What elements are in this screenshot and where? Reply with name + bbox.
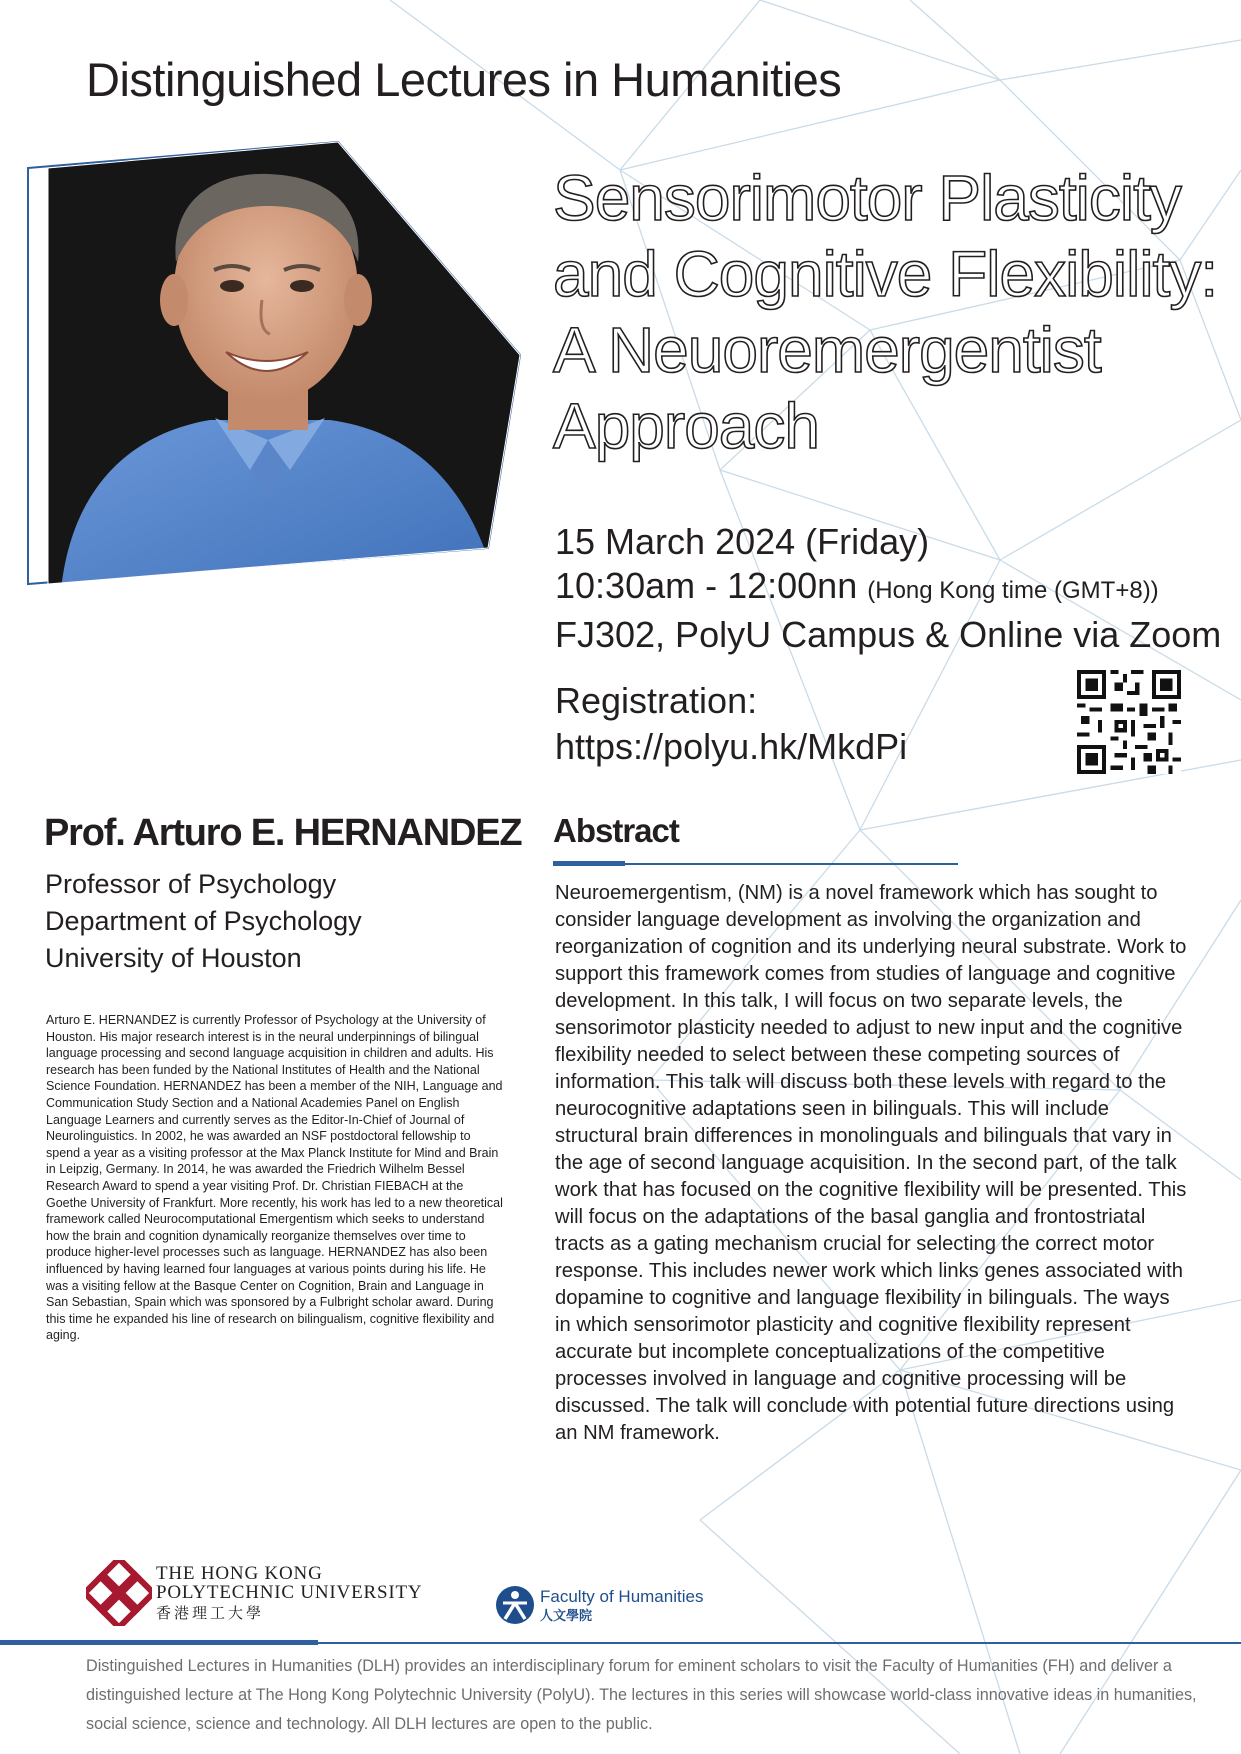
registration xyxy=(555,678,907,770)
event-time-row xyxy=(555,564,1221,613)
event-time-note: (Hong Kong time (GMT+8)) xyxy=(867,577,1159,604)
talk-title xyxy=(553,160,1218,464)
polyu-logo-icon xyxy=(86,1560,152,1626)
faculty-name: Faculty of Humanities xyxy=(540,1587,704,1606)
speaker-name: Prof. Arturo E. HERNANDEZ xyxy=(44,812,522,854)
talk-title-line-4: Approach xyxy=(553,390,819,462)
event-venue: FJ302, PolyU Campus & Online via Zoom xyxy=(555,614,1222,655)
abstract-body: Neuroemergentism, (NM) is a novel framework which has sought to consider language development as involving the organization and reorganization of cognition and its underlying neural substrate. Work to support this framework comes from studies of language and cognitive development. In this talk, I will focus on two separate levels, the sensorimotor plasticity needed to adjust to new input and the cognitive flexibility needed to select between these competing sources of information. This talk will discuss both these levels with regard to the neurocognitive adaptations seen in bilinguals. This will include structural brain differences in monolinguals and bilinguals that vary in the age of second language acquisition. In the second part, of the talk work that has focused on the cognitive flexibility will be presented. This will focus on the adaptations of the basal ganglia and frontostriatal tracts as a gating mechanism crucial for selecting the correct motor response. This includes newer work which links genes associated with dopamine to cognitive and language flexibility in bilinguals. The ways in which sensorimotor plasticity and cognitive flexibility represent accurate but incomplete conceptualizations of the competitive processes involved in language and cognitive processing will be discussed. The talk will conclude with potential future directions using an NM framework. xyxy=(555,882,1187,1444)
speaker-department: Department of Psychology xyxy=(45,906,362,936)
event-date: 15 March 2024 (Friday) xyxy=(555,521,930,562)
faculty-name-chinese: 人文學院 xyxy=(540,1608,593,1623)
speaker-affiliation xyxy=(45,866,362,977)
faculty-wordmark xyxy=(540,1587,703,1625)
speaker-title: Professor of Psychology xyxy=(45,869,337,899)
speaker-bio: Arturo E. HERNANDEZ is currently Professor of Psychology at the University of Houston. His major research interest is in the neural underpinnings of bilingual language processing and second language acquisition in children and adults. His research has been funded by the National Institutes of Health and the National Science Foundation. HERNANDEZ has been a member of the NIH, Language and Communication Study Section and a National Academies Panel on English Language Learners and currently serves as the Editor-In-Chief of Journal of Neurolinguistics. In 2002, he was awarded an NSF postdoctoral fellowship to spend a year as a visiting professor at the Max Planck Institute for Mind and Brain in Leipzig, Germany. In 2014, he was awarded the Friedrich Wilhelm Bessel Research Award to spend a year visiting Prof. Dr. Christian FIEBACH at the Goethe University of Frankfurt. More recently, his work has led to a new theoretical framework called Neurocomputational Emergentism which seeks to understand how the brain and cognition dynamically reorganize themselves over time to produce higher-level processes such as language. HERNANDEZ has also been influenced by having learned four languages at various points during his life. He was a visiting fellow at the Basque Center on Cognition, Brain and Language in San Sebastian, Spain which was sponsored by a Fulbright scholar award. During this time he expanded his line of research on bilingualism, cognitive flexibility and aging. xyxy=(46,1013,503,1343)
footer-description: Distinguished Lectures in Humanities (DLH) provides an interdisciplinary forum for eminent scholars to visit the Faculty of Humanities (FH) and deliver a distinguished lecture at The Hong Kong Polytechnic University (PolyU). The lectures in this series will showcase world-class innovative ideas in humanities, social science, science and technology. All DLH lectures are open to the public. xyxy=(86,1657,1197,1733)
registration-link[interactable]: https://polyu.hk/MkdPi xyxy=(555,726,908,767)
event-time: 10:30am - 12:00nn xyxy=(555,565,858,606)
event-details xyxy=(555,520,1221,657)
polyu-name-chinese: 香港理工大學 xyxy=(156,1604,265,1622)
abstract-divider-accent xyxy=(553,861,625,866)
registration-label: Registration: xyxy=(555,680,758,721)
qr-code[interactable] xyxy=(1077,670,1181,774)
polyu-wordmark xyxy=(156,1564,422,1624)
talk-title-line-2: and Cognitive Flexibility: xyxy=(553,238,1218,310)
polyu-name-line-1: THE HONG KONG xyxy=(156,1563,323,1584)
abstract-heading: Abstract xyxy=(553,812,679,849)
faculty-logo-icon xyxy=(495,1585,535,1625)
talk-title-line-1: Sensorimotor Plasticity xyxy=(553,162,1181,234)
speaker-university: University of Houston xyxy=(45,943,302,973)
footer-divider-accent xyxy=(0,1640,318,1645)
talk-title-line-3: A Neuoremergentist xyxy=(553,314,1101,386)
polyu-name-line-2: POLYTECHNIC UNIVERSITY xyxy=(156,1582,423,1603)
series-title: Distinguished Lectures in Humanities xyxy=(86,53,842,106)
